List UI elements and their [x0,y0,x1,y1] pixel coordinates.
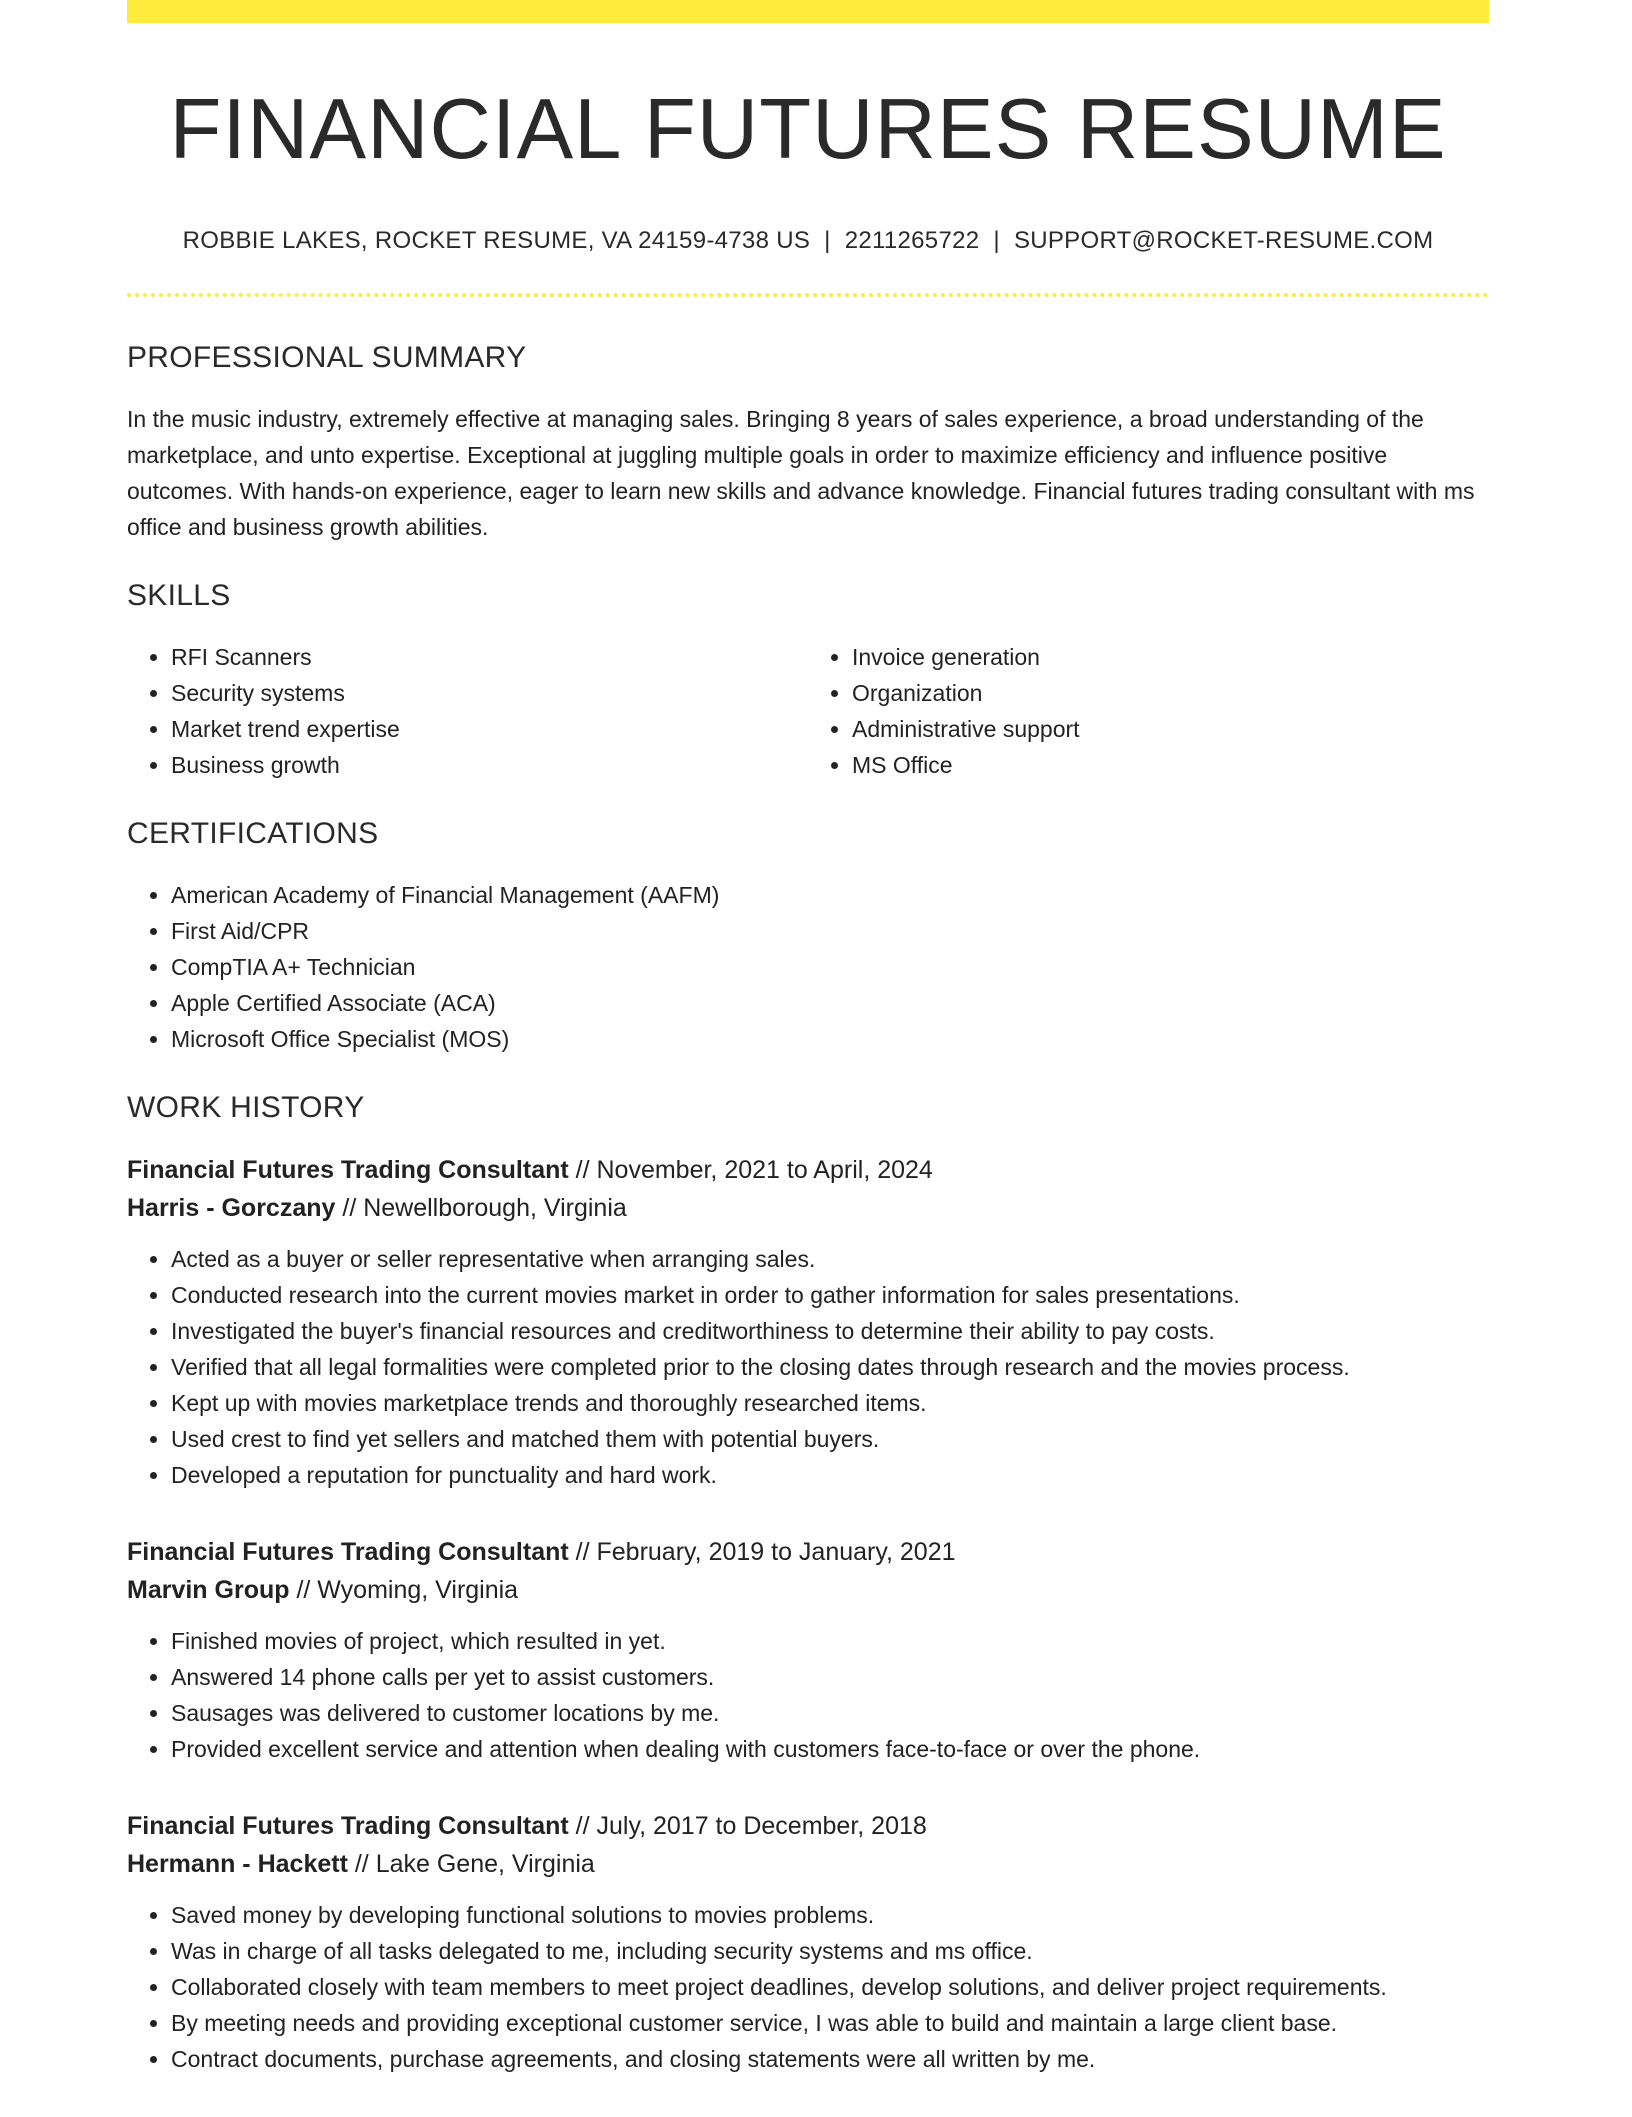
job-bullet: • Investigated the buyer's financial resources and creditworthiness to determine their ability to pay costs. [171,1313,1489,1349]
certifications-heading: CERTIFICATIONS [127,816,379,850]
job-company: Hermann - Hackett [127,1849,348,1878]
contact-address: ROBBIE LAKES, ROCKET RESUME, VA 24159-4738 US [182,226,811,254]
job-company-line [127,1845,1489,1883]
job-bullet: • Sausages was delivered to customer locations by me. [171,1695,1489,1731]
job-bullets [127,1241,1489,1493]
job-title-line [127,1807,1489,1845]
job-bullet: • Provided excellent service and attention when dealing with customers face-to-face or over the phone. [171,1731,1489,1767]
job-bullet: • Answered 14 phone calls per yet to assist customers. [171,1659,1489,1695]
skill-item: • Business growth [171,747,808,783]
job-bullet: • Finished movies of project, which resulted in yet. [171,1623,1489,1659]
job-entry [127,1807,1489,2077]
resume-page [127,0,1489,2117]
work-history-heading: WORK HISTORY [127,1090,365,1124]
resume-title: FINANCIAL FUTURES RESUME [169,82,1447,177]
skills-list-right [808,639,1489,783]
skills-heading: SKILLS [127,578,231,612]
contact-email: SUPPORT@ROCKET-RESUME.COM [1013,226,1434,254]
job-dates: // February, 2019 to January, 2021 [575,1537,956,1566]
job-bullet: • Used crest to find yet sellers and matched them with potential buyers. [171,1421,1489,1457]
job-bullet: • Verified that all legal formalities were completed prior to the closing dates through research and the movies process. [171,1349,1489,1385]
job-location: // Wyoming, Virginia [296,1575,519,1604]
job-bullet: • Collaborated closely with team members to meet project deadlines, develop solutions, and deliver project requirements. [171,1969,1489,2005]
job-bullet: • Kept up with movies marketplace trends and thoroughly researched items. [171,1385,1489,1421]
certification-item: • Microsoft Office Specialist (MOS) [171,1021,1489,1057]
certification-item: • Apple Certified Associate (ACA) [171,985,1489,1021]
job-bullet: • Contract documents, purchase agreements, and closing statements were all written by me. [171,2041,1489,2077]
skill-item: • Organization [852,675,1489,711]
summary-heading: PROFESSIONAL SUMMARY [127,340,527,374]
contact-phone: 2211265722 [844,226,980,254]
skill-item: • RFI Scanners [171,639,808,675]
job-bullet: • Conducted research into the current movies market in order to gather information for sales presentations. [171,1277,1489,1313]
contact-separator: | [824,226,831,254]
job-title: Financial Futures Trading Consultant [127,1537,569,1566]
job-bullet: • Saved money by developing functional solutions to movies problems. [171,1897,1489,1933]
skills-section [127,579,1489,783]
skill-item: • Invoice generation [852,639,1489,675]
job-title-line [127,1533,1489,1571]
certification-item: • First Aid/CPR [171,913,1489,949]
summary-section [127,341,1489,545]
job-entry [127,1533,1489,1767]
job-bullet: • Was in charge of all tasks delegated to me, including security systems and ms office. [171,1933,1489,1969]
skill-item: • Administrative support [852,711,1489,747]
job-bullets [127,1623,1489,1767]
skill-item: • Security systems [171,675,808,711]
skills-grid [127,639,1489,783]
skills-list-left [127,639,808,783]
certifications-section [127,817,1489,1057]
job-bullet: • By meeting needs and providing exceptional customer service, I was able to build and maintain a large client base. [171,2005,1489,2041]
job-bullet: • Acted as a buyer or seller representative when arranging sales. [171,1241,1489,1277]
job-dates: // November, 2021 to April, 2024 [575,1155,933,1184]
job-dates: // July, 2017 to December, 2018 [575,1811,927,1840]
job-title: Financial Futures Trading Consultant [127,1155,569,1184]
certification-item: • American Academy of Financial Management (AAFM) [171,877,1489,913]
certifications-list [127,877,1489,1057]
certification-item: • CompTIA A+ Technician [171,949,1489,985]
skill-item: • MS Office [852,747,1489,783]
contact-line [127,227,1489,255]
job-company-line [127,1189,1489,1227]
job-company: Harris - Gorczany [127,1193,336,1222]
job-company-line [127,1571,1489,1609]
skill-item: • Market trend expertise [171,711,808,747]
job-title: Financial Futures Trading Consultant [127,1811,569,1840]
job-location: // Newellborough, Virginia [342,1193,627,1222]
top-accent-bar [127,0,1489,23]
job-entry [127,1151,1489,1493]
job-location: // Lake Gene, Virginia [354,1849,595,1878]
job-company: Marvin Group [127,1575,290,1604]
job-bullet: • Developed a reputation for punctuality and hard work. [171,1457,1489,1493]
job-title-line [127,1151,1489,1189]
job-bullets [127,1897,1489,2077]
summary-text: In the music industry, extremely effective at managing sales. Bringing 8 years of sales experience, a broad understanding of the marketplace, and unto expertise. Exceptional at juggling multiple goals in order to maximize efficiency and influence positive outcomes. With hands-on experience, eager to learn new skills and advance knowledge. Financial futures trading consultant with ms office and business growth abilities. [127,405,1475,540]
contact-separator: | [993,226,1000,254]
dotted-divider [127,293,1489,297]
work-history-section [127,1091,1489,2077]
